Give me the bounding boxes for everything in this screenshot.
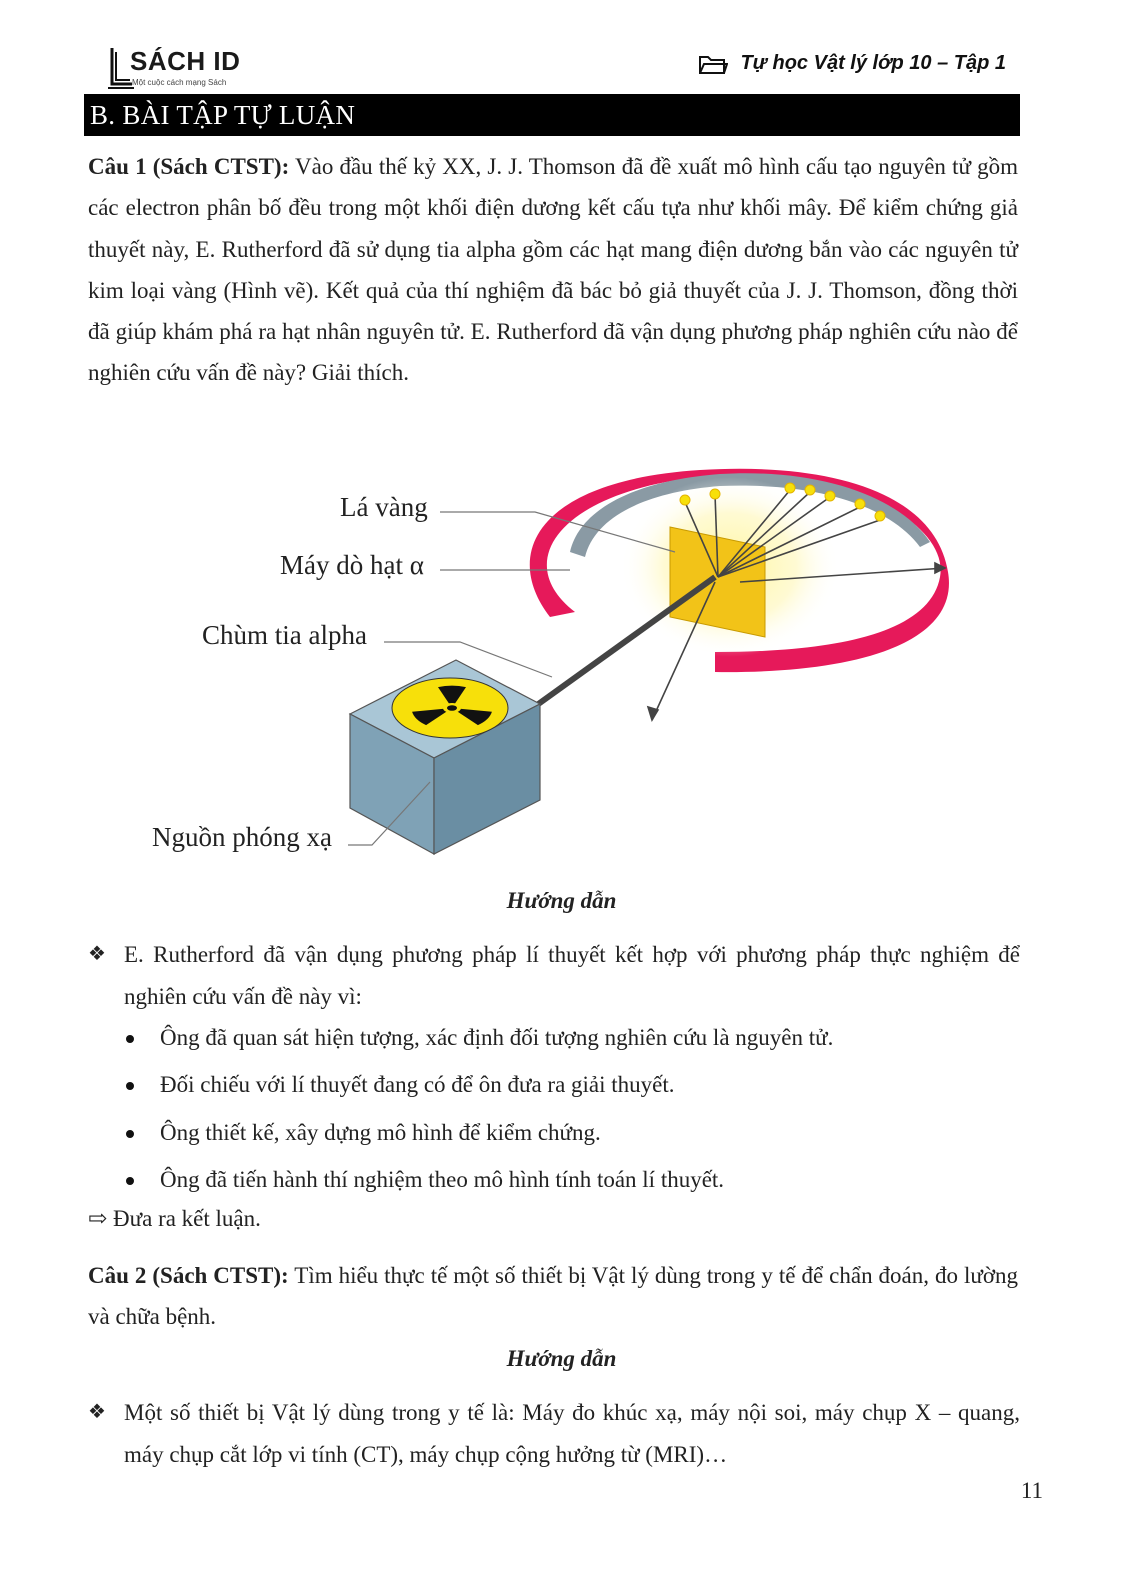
rutherford-diagram [140,452,1020,882]
logo-tagline: Một cuộc cách mạng Sách [132,78,227,87]
list-item: Ông đã tiến hành thí nghiệm theo mô hình tính toán lí thuyết. [120,1156,1020,1203]
logo-name: SÁCH ID [130,46,241,76]
arrow-right-icon: ⇨ [88,1206,108,1231]
rutherford-figure [140,452,1020,882]
question-1 [88,146,1018,394]
book-title: Tự học Vật lý lớp 10 – Tập 1 [740,52,1006,74]
page-header [88,38,1020,92]
conclusion-text: Đưa ra kết luận. [113,1206,261,1231]
answer-1-bullets [120,1014,1020,1203]
answer-1-intro [88,934,1020,1017]
guide-heading-2: Hướng dẫn [506,1346,617,1371]
section-title: B. BÀI TẬP TỰ LUẬN [84,94,1020,136]
guide-heading-1: Hướng dẫn [506,888,617,913]
label-detector: Máy dò hạt α [280,550,424,580]
label-alpha-beam: Chùm tia alpha [202,620,367,650]
question-2-text: Tìm hiểu thực tế một số thiết bị Vật lý dùng trong y tế để chẩn đoán, đo lường và chữa bệnh. [88,1263,1018,1329]
radioactive-source [350,660,540,854]
diamond-bullet-icon: ❖ [88,1401,106,1423]
question-2-label: Câu 2 (Sách CTST): [88,1263,289,1288]
label-gold-foil: Lá vàng [340,492,428,522]
answer-2 [88,1392,1020,1475]
question-1-label: Câu 1 (Sách CTST): [88,154,290,179]
sach-id-logo [106,44,256,92]
question-1-text: Vào đầu thế kỷ XX, J. J. Thomson đã đề xuất mô hình cấu tạo nguyên tử gồm các electron phân bố đều trong một khối điện dương kết cấu tựa như khối mây. Để kiểm chứng giả thuyết này, E. Rutherford đã sử dụng tia alpha gồm các hạt mang điện dương bắn vào các nguyên tử kim loại vàng (Hình vẽ). Kết quả của thí nghiệm đã bác bỏ giả thuyết của J. J. Thomson, đồng thời đã giúp khám phá ra hạt nhân nguyên tử. E. Rutherford đã vận dụng phương pháp nghiên cứu nào để nghiên cứu vấn đề này? Giải thích. [88,154,1018,386]
list-item: Đối chiếu với lí thuyết đang có để ôn đưa ra giải thuyết. [120,1061,1020,1108]
answer-2-text: Một số thiết bị Vật lý dùng trong y tế là: Máy đo khúc xạ, máy nội soi, máy chụp X – quang, máy chụp cắt lớp vi tính (CT), máy chụp cộng hưởng từ (MRI)… [124,1400,1020,1467]
question-2 [88,1255,1018,1337]
folder-icon [698,54,728,76]
answer-1-intro-text: E. Rutherford đã vận dụng phương pháp lí thuyết kết hợp với phương pháp thực nghiệm để nghiên cứu vấn đề này vì: [124,942,1020,1009]
answer-1-conclusion [88,1206,261,1232]
list-item: Ông đã quan sát hiện tượng, xác định đối tượng nghiên cứu là nguyên tử. [120,1014,1020,1061]
page-number: 11 [1020,1478,1043,1503]
diamond-bullet-icon: ❖ [88,943,106,965]
label-radioactive-source: Nguồn phóng xạ [152,822,332,852]
list-item: Ông thiết kế, xây dựng mô hình để kiểm chứng. [120,1109,1020,1156]
